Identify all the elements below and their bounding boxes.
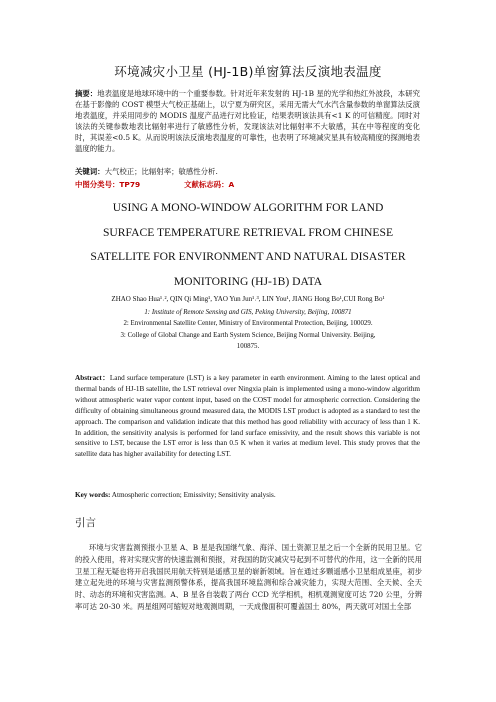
chinese-keywords-label: 关键词： xyxy=(75,167,105,176)
english-abstract-text: Land surface temperature (LST) is a key parameter in earth environment. Aiming to the latest optical and thermal bands of HJ-1B satellite, the LST retrieval over Ningxia plain is implemented using a mono-window algorithm without atmospheric water vapor content input, based on the COST model for atmospheric correction. Considering the difficulty of obtaining simultaneous ground measured data, the MODIS LST product is adopted as a standard to test the approach. The comparison and validation indicate that this method has good reliability with accuracy of less than 1 K. In addition, the sensitivity analysis is performed for land surface emissivity, and the result shows this variable is not sensitive to LST, because the LST error is less than 0.5 K when it varies at medium level. This study proves that the satellite data has higher availability for detecting LST. xyxy=(75,374,420,459)
classification-line xyxy=(75,179,234,190)
english-abstract xyxy=(75,373,420,460)
affiliation-3: 3: College of Global Change and Earth System Science, Beijing Normal University. Beijing, xyxy=(120,331,376,339)
document-code-label: 文献标志码： xyxy=(184,180,229,189)
affiliation-1: 1: Institute of Remote Sensing and GIS, Peking University, Beijing, 100871 xyxy=(144,309,352,316)
english-abstract-label: Abstract： xyxy=(75,374,110,382)
english-keywords xyxy=(75,491,420,499)
english-title-line: MONITORING (HJ-1B) DATA xyxy=(173,274,323,288)
affiliations xyxy=(60,307,436,352)
chinese-abstract xyxy=(75,88,420,155)
english-keywords-label: Key words: xyxy=(75,491,111,499)
affiliation-2: 2: Environmental Satellite Center, Ministry of Environmental Protection, Beijing, 100029. xyxy=(123,320,373,328)
chinese-keywords-text: 大气校正；比辐射率；敏感性分析. xyxy=(104,167,218,176)
affiliation-3-postcode: 100875. xyxy=(236,342,260,350)
class-number-label: 中图分类号： xyxy=(75,180,120,189)
english-title-line: SATELLITE FOR ENVIRONMENT AND NATURAL DISASTER xyxy=(90,250,406,263)
chinese-keywords xyxy=(75,166,218,177)
chinese-abstract-label: 摘要： xyxy=(75,89,98,98)
class-number-value: TP79 xyxy=(119,180,141,189)
english-keywords-text: Atmospheric correction; Emissivity; Sensitivity analysis. xyxy=(111,491,276,499)
english-title-line: SURFACE TEMPERATURE RETRIEVAL FROM CHINESE xyxy=(102,225,394,239)
chinese-title: 环境减灾小卫星 (HJ-1B)单窗算法反演地表温度 xyxy=(114,64,382,79)
document-code-value: A xyxy=(228,180,235,189)
english-title-line: USING A MONO-WINDOW ALGORITHM FOR LAND xyxy=(112,201,384,214)
introduction-paragraph: 环境与灾害监测预报小卫星 A、B 星是我国继气象、海洋、国土资源卫星之后一个全新的民用卫星。它的投入使用，将对实现灾害的快速监测和预报，对我国的防灾减灾号起到不可替代的作用，这一全新的民用卫星工程无疑也将开启我国民用航天特别是遥感卫星的崭新领域。旨在通过多颗遥感小卫星组成星座，初步建立起先进的环境与灾害监测预警体系，提高我国环境监测和综合减灾能力，实现大范围、全天候、全天时、动态的环境和灾害监测。A、B 星各自装载了两台 CCD 光学相机，相机观测宽度可达 720 公里，分辨率可达 20-30 米。两星组网可缩短对地观测周期，一天成像面积可覆盖国土 80%，两天就可对国土全部 xyxy=(75,543,422,611)
chinese-abstract-text: 地表温度是地球环境中的一个重要参数。针对近年来发射的 HJ-1B 星的光学和热红外波段，本研究在基于影像的 COST 模型大气校正基础上，以宁夏为研究区，采用无需大气水汽含量参数的单窗算法反演地表温度，并采用同步的 MODIS 温度产品进行对比验证，结果表明该法具有<1 K 的可信精度。同时对该法的关键参数地表比辐射率进行了敏感性分析，发现该法对比辐射率不大敏感，其在中等程度的变化时，其误差<0.5 K。从而说明该法反演地表温度的可靠性，也表明了环境减灾星具有较高精度的探测地表温度的能力。 xyxy=(75,89,420,154)
english-title xyxy=(60,196,436,294)
section-heading-introduction: 引言 xyxy=(75,517,96,529)
author-list: ZHAO Shao Hua¹˒², QIN Qi Ming¹, YAO Yun Jun¹˒³, LIN You¹, JIANG Hong Bo¹,CUI Rong Bo¹ xyxy=(111,295,385,303)
